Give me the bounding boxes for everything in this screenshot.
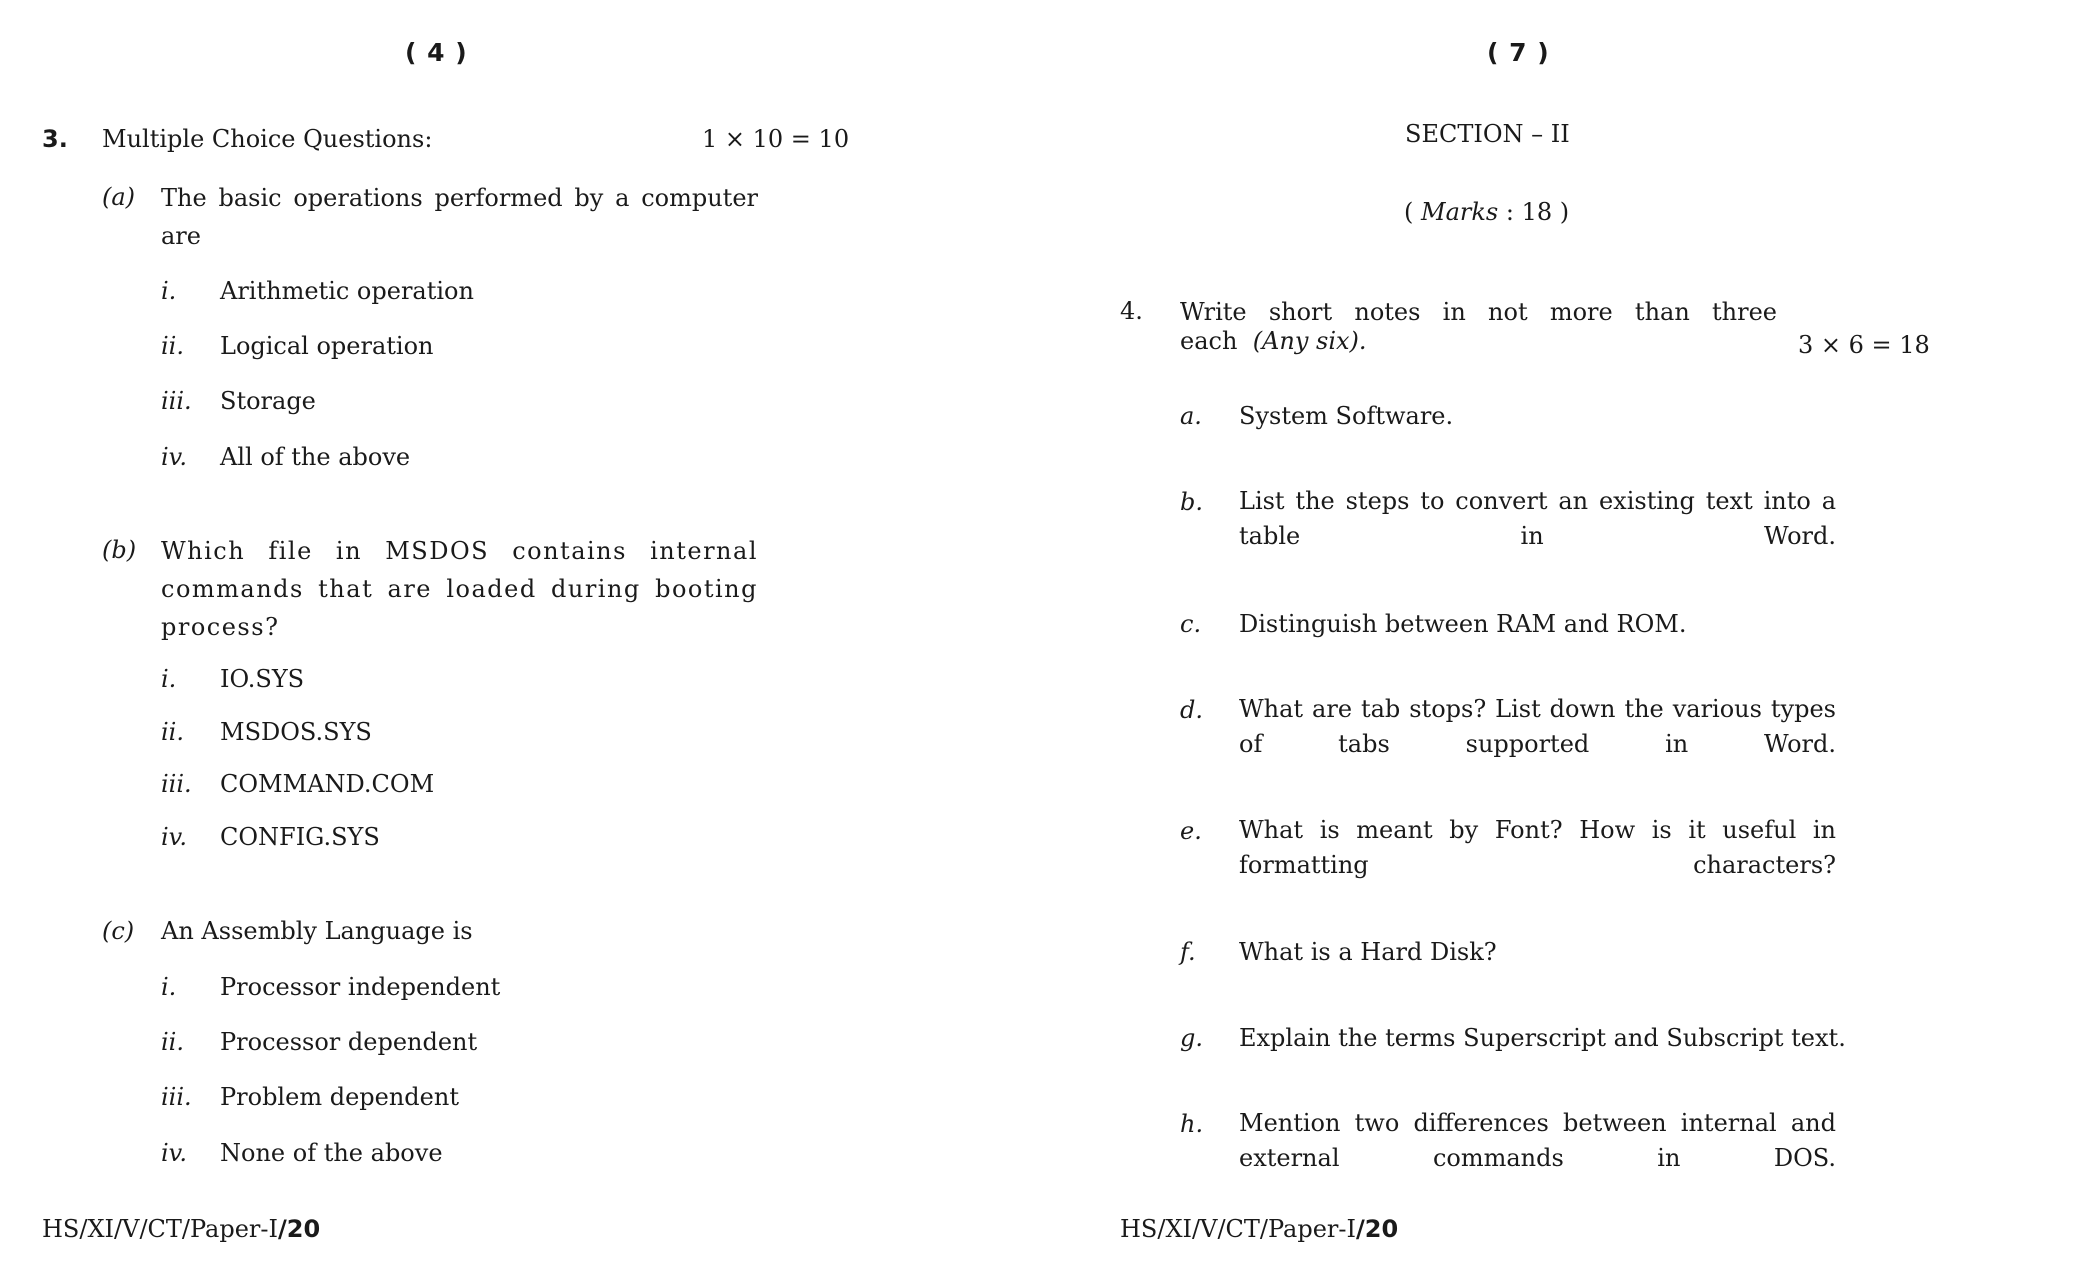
option-label: i. — [161, 277, 177, 305]
part-text: An Assembly Language is — [161, 917, 473, 945]
page-number: ( 7 ) — [1487, 38, 1550, 67]
item-label: c. — [1180, 610, 1202, 638]
option-text: CONFIG.SYS — [220, 823, 380, 851]
right-page — [1078, 0, 2100, 1275]
option-label: iii. — [161, 770, 192, 798]
item-text: What are tab stops? List down the various types of tabs supported in Word. — [1239, 695, 1836, 758]
option-label: iv. — [161, 1139, 188, 1167]
footer-code: HS/XI/V/CT/Paper-I — [1120, 1215, 1356, 1243]
option-label: i. — [161, 665, 177, 693]
option-text: Storage — [220, 387, 316, 415]
page-footer — [42, 1215, 320, 1243]
question-marks: 1 × 10 = 10 — [702, 125, 850, 153]
question-title: Multiple Choice Questions: — [102, 125, 433, 153]
item-label: d. — [1180, 696, 1203, 724]
question-text-line1: Write short notes in not more than three — [1180, 298, 1777, 326]
question-text-line2 — [1180, 327, 1367, 355]
option-text: Problem dependent — [220, 1083, 459, 1111]
question-number: 4. — [1120, 297, 1143, 325]
option-text: Logical operation — [220, 332, 434, 360]
marks-value: : 18 ) — [1498, 198, 1570, 226]
item-label: a. — [1180, 402, 1202, 430]
option-label: iv. — [161, 443, 188, 471]
footer-year: /20 — [278, 1215, 321, 1243]
page-number: ( 4 ) — [405, 38, 468, 67]
option-label: ii. — [161, 332, 184, 360]
option-label: ii. — [161, 718, 184, 746]
option-text: Processor independent — [220, 973, 501, 1001]
item-text: List the steps to convert an existing text into a table in Word. — [1239, 487, 1836, 550]
footer-code: HS/XI/V/CT/Paper-I — [42, 1215, 278, 1243]
item-text: System Software. — [1239, 402, 1454, 430]
item-label: b. — [1180, 488, 1203, 516]
option-label: iii. — [161, 387, 192, 415]
option-text: IO.SYS — [220, 665, 305, 693]
item-label: h. — [1180, 1110, 1204, 1138]
marks-label: Marks — [1421, 198, 1499, 226]
question-number: 3. — [42, 125, 68, 153]
item-text: Distinguish between RAM and ROM. — [1239, 610, 1687, 638]
footer-year: /20 — [1356, 1215, 1399, 1243]
option-label: i. — [161, 973, 177, 1001]
option-label: iv. — [161, 823, 188, 851]
item-label: g. — [1180, 1024, 1203, 1052]
item-label: f. — [1180, 938, 1196, 966]
item-text: What is a Hard Disk? — [1239, 938, 1497, 966]
part-label: (b) — [102, 536, 137, 564]
marks-open: ( — [1404, 198, 1421, 226]
item-text: What is meant by Font? How is it useful in formatting characters? — [1239, 816, 1836, 879]
question-marks: 3 × 6 = 18 — [1798, 331, 1930, 359]
option-text: Processor dependent — [220, 1028, 478, 1056]
page-footer — [1120, 1215, 1398, 1243]
item-text: Explain the terms Superscript and Subscript text. — [1239, 1024, 1846, 1052]
option-text: None of the above — [220, 1139, 443, 1167]
section-title: SECTION – II — [1405, 120, 1570, 148]
question-text-each: each — [1180, 327, 1238, 355]
section-marks — [1404, 198, 1569, 226]
option-label: iii. — [161, 1083, 192, 1111]
option-text: COMMAND.COM — [220, 770, 435, 798]
part-label: (a) — [102, 183, 136, 211]
option-text: Arithmetic operation — [220, 277, 474, 305]
part-text: The basic operations performed by a computer are — [161, 184, 758, 250]
part-label: (c) — [102, 917, 135, 945]
question-instruction: (Any six). — [1252, 327, 1367, 355]
part-text: Which file in MSDOS contains internal commands that are loaded during booting process? — [161, 537, 758, 641]
item-text: Mention two differences between internal and external commands in DOS. — [1239, 1109, 1836, 1172]
option-label: ii. — [161, 1028, 184, 1056]
item-label: e. — [1180, 817, 1202, 845]
option-text: MSDOS.SYS — [220, 718, 372, 746]
option-text: All of the above — [220, 443, 411, 471]
